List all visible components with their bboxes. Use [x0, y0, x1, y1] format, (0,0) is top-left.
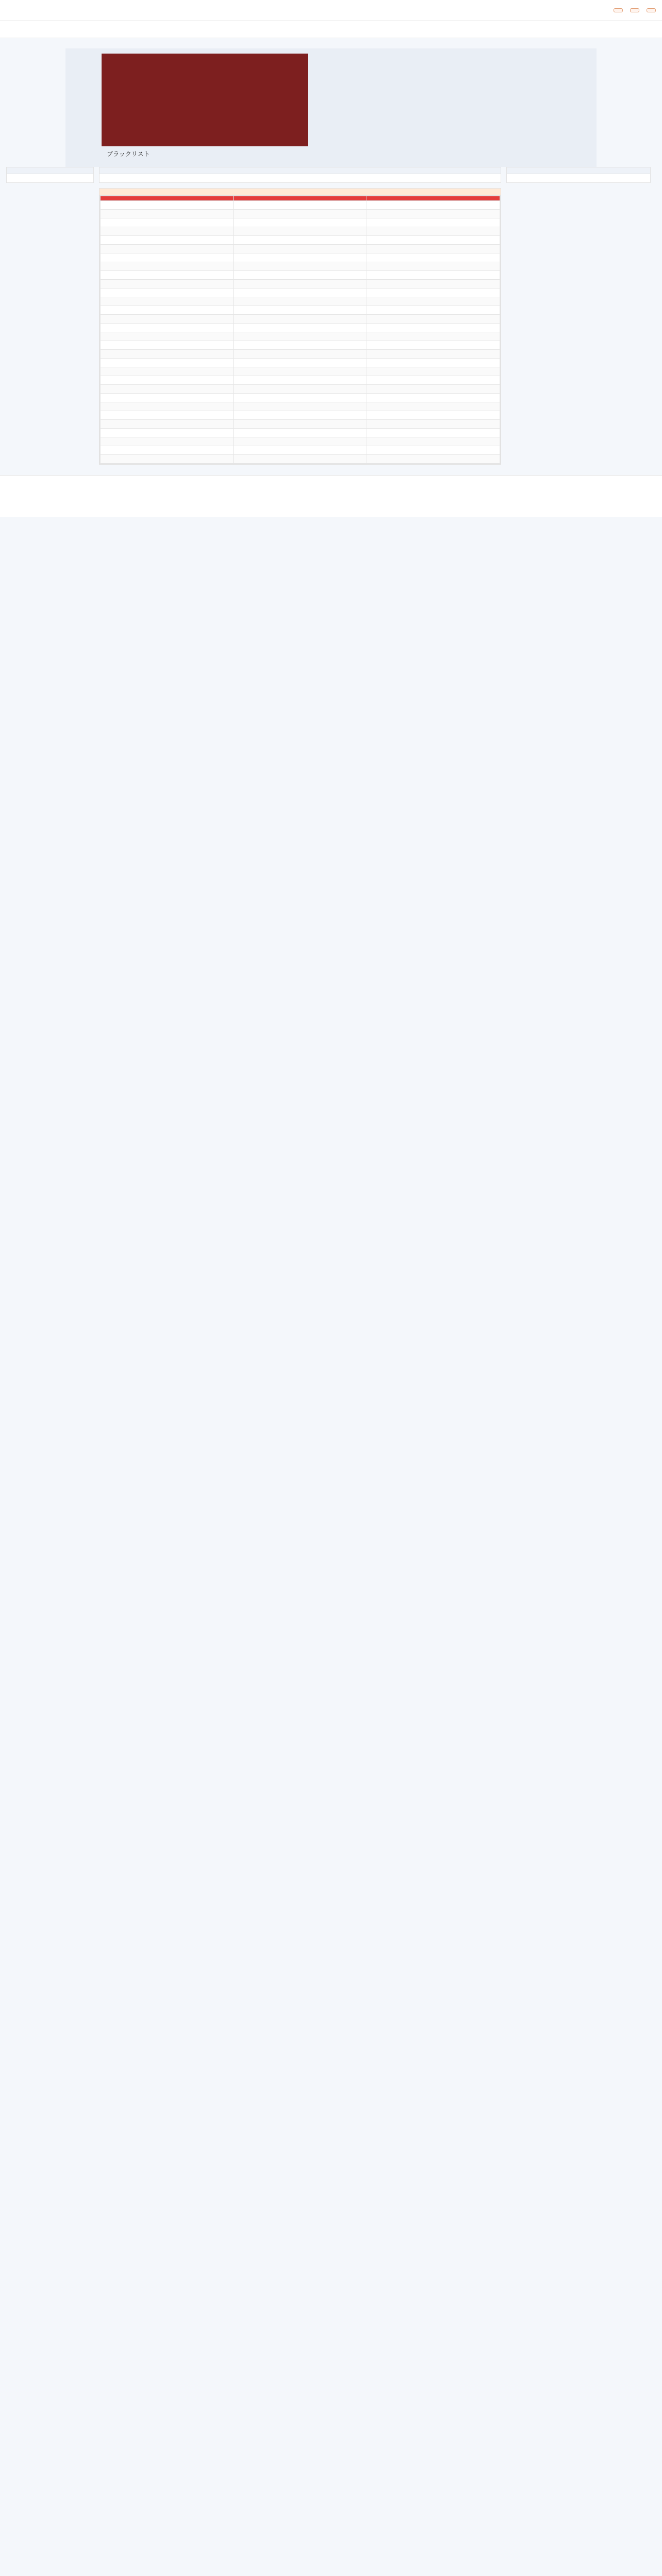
table-cell: [234, 446, 367, 455]
table-cell: [234, 411, 367, 420]
table-cell: [234, 341, 367, 350]
top-button-1[interactable]: [614, 8, 623, 12]
banner: [65, 48, 597, 167]
table-row: [101, 315, 500, 324]
right-panel: [506, 167, 651, 183]
table-cell: [101, 367, 234, 376]
table-row: [101, 324, 500, 332]
table-row: [101, 245, 500, 253]
table-cell: [367, 341, 500, 350]
table-cell: [367, 236, 500, 245]
intro-panel: [99, 167, 501, 183]
table-cell: [234, 315, 367, 324]
table-cell: [367, 253, 500, 262]
table-cell: [101, 297, 234, 306]
table-cell: [367, 402, 500, 411]
table-cell: [101, 402, 234, 411]
table-cell: [101, 359, 234, 367]
table-cell: [234, 455, 367, 464]
table-cell: [367, 385, 500, 394]
table-cell: [101, 332, 234, 341]
top-button-2[interactable]: [630, 8, 639, 12]
table-cell: [367, 429, 500, 437]
top-button-3[interactable]: [647, 8, 656, 12]
table-cell: [367, 280, 500, 289]
table-cell: [101, 262, 234, 271]
table-row: [101, 218, 500, 227]
table-cell: [234, 394, 367, 402]
table-row: [101, 271, 500, 280]
table-cell: [101, 218, 234, 227]
table-cell: [101, 227, 234, 236]
table-row: [101, 359, 500, 367]
table-cell: [101, 429, 234, 437]
table-cell: [367, 245, 500, 253]
table-cell: [101, 289, 234, 297]
table-cell: [101, 411, 234, 420]
table-cell: [234, 262, 367, 271]
table-cell: [367, 315, 500, 324]
main-columns: [0, 167, 662, 470]
table-row: [101, 280, 500, 289]
table-cell: [234, 437, 367, 446]
table-cell: [367, 359, 500, 367]
table-cell: [101, 394, 234, 402]
right-panel-body: [507, 174, 650, 182]
blacklist-table-body: [101, 201, 500, 464]
left-panel-body: [7, 174, 93, 182]
table-cell: [367, 367, 500, 376]
left-panel: [6, 167, 94, 183]
right-panel-title: [507, 167, 650, 174]
table-cell: [367, 201, 500, 210]
table-row: [101, 297, 500, 306]
table-cell: [234, 367, 367, 376]
banner-subtitle: ブラックリスト: [107, 150, 150, 158]
table-cell: [101, 271, 234, 280]
table-row: [101, 306, 500, 315]
table-cell: [234, 201, 367, 210]
table-cell: [101, 420, 234, 429]
blacklist-section: [99, 188, 501, 465]
table-cell: [101, 236, 234, 245]
table-cell: [101, 385, 234, 394]
table-cell: [101, 245, 234, 253]
table-row: [101, 253, 500, 262]
table-header: [234, 196, 367, 201]
table-header: [367, 196, 500, 201]
table-cell: [367, 437, 500, 446]
table-cell: [367, 394, 500, 402]
table-cell: [234, 324, 367, 332]
table-cell: [234, 306, 367, 315]
table-cell: [367, 376, 500, 385]
table-cell: [234, 350, 367, 359]
table-cell: [367, 306, 500, 315]
table-cell: [234, 402, 367, 411]
right-sidebar: [506, 167, 651, 470]
top-bar: [0, 0, 662, 21]
intro-body: [100, 174, 501, 182]
table-row: [101, 429, 500, 437]
table-cell: [367, 289, 500, 297]
table-cell: [101, 253, 234, 262]
left-sidebar: [6, 167, 94, 470]
table-cell: [367, 324, 500, 332]
table-row: [101, 227, 500, 236]
table-cell: [234, 289, 367, 297]
table-row: [101, 262, 500, 271]
left-panel-title: [7, 167, 93, 174]
table-cell: [234, 376, 367, 385]
table-cell: [101, 324, 234, 332]
table-cell: [234, 227, 367, 236]
table-cell: [101, 446, 234, 455]
table-cell: [234, 359, 367, 367]
table-cell: [101, 306, 234, 315]
table-cell: [367, 262, 500, 271]
table-row: [101, 420, 500, 429]
table-row: [101, 385, 500, 394]
center-content: [99, 167, 501, 470]
table-cell: [367, 218, 500, 227]
table-cell: [367, 210, 500, 218]
table-header: [101, 196, 234, 201]
footer: [0, 475, 662, 517]
table-row: [101, 411, 500, 420]
table-row: [101, 402, 500, 411]
table-row: [101, 350, 500, 359]
table-cell: [101, 210, 234, 218]
table-row: [101, 210, 500, 218]
table-cell: [234, 253, 367, 262]
table-cell: [367, 446, 500, 455]
table-cell: [101, 280, 234, 289]
table-cell: [367, 227, 500, 236]
table-row: [101, 446, 500, 455]
table-cell: [234, 332, 367, 341]
table-cell: [367, 271, 500, 280]
table-cell: [234, 297, 367, 306]
table-cell: [234, 245, 367, 253]
table-row: [101, 332, 500, 341]
intro-title: [100, 167, 501, 174]
table-cell: [234, 210, 367, 218]
table-row: [101, 437, 500, 446]
table-cell: [367, 411, 500, 420]
table-row: [101, 236, 500, 245]
table-cell: [101, 437, 234, 446]
table-cell: [234, 280, 367, 289]
blacklist-table-wrapper: [100, 195, 501, 464]
table-cell: [367, 350, 500, 359]
blacklist-section-title: [100, 189, 501, 195]
table-row: [101, 367, 500, 376]
table-cell: [101, 341, 234, 350]
table-cell: [234, 429, 367, 437]
table-row: [101, 376, 500, 385]
secondary-bar: [0, 21, 662, 38]
table-cell: [101, 201, 234, 210]
table-row: [101, 455, 500, 464]
table-cell: [367, 455, 500, 464]
banner-red-panel: [102, 54, 308, 146]
table-cell: [234, 385, 367, 394]
table-row: [101, 394, 500, 402]
table-cell: [367, 297, 500, 306]
table-cell: [234, 271, 367, 280]
table-row: [101, 289, 500, 297]
table-cell: [101, 376, 234, 385]
table-row: [101, 201, 500, 210]
table-cell: [101, 350, 234, 359]
blacklist-table: [100, 196, 500, 464]
table-cell: [234, 218, 367, 227]
table-cell: [101, 455, 234, 464]
table-cell: [367, 332, 500, 341]
table-cell: [234, 420, 367, 429]
table-cell: [367, 420, 500, 429]
table-cell: [101, 315, 234, 324]
table-cell: [234, 236, 367, 245]
table-row: [101, 341, 500, 350]
table-header-row: [101, 196, 500, 201]
